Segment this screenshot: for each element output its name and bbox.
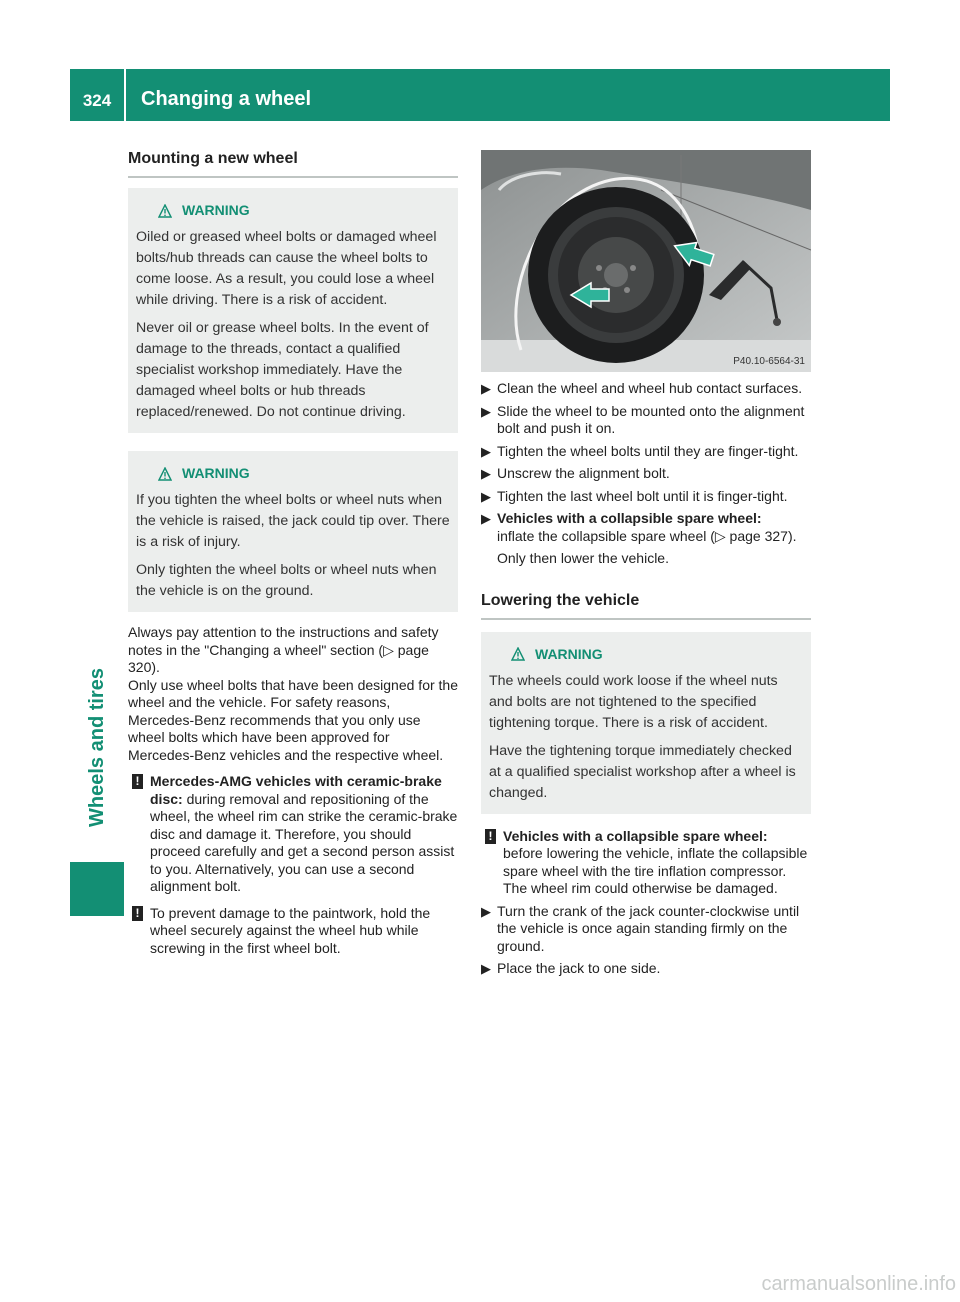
section-heading-mounting: Mounting a new wheel bbox=[128, 150, 458, 178]
wheel-mounting-photo bbox=[481, 150, 811, 372]
page-header bbox=[70, 69, 890, 121]
warning-box-tightening bbox=[481, 632, 811, 814]
warning-text: Never oil or grease wheel bolts. In the event of damage to the threads, contact a qualified specialist workshop immediately. Have the damaged wheel bolts or hub threads replaced/renewed. Do not continue driving. bbox=[136, 320, 429, 420]
step-text: Place the jack to one side. bbox=[497, 960, 661, 976]
note-bold: Mercedes-AMG vehicles with ceramic-brake disc: bbox=[150, 773, 442, 807]
note-text: before lowering the vehicle, inflate the collapsible spare wheel with the tire inflation compressor. The wheel rim could otherwise be damaged. bbox=[503, 845, 808, 896]
warning-header bbox=[511, 644, 803, 665]
step-bold: Vehicles with a collapsible spare wheel: bbox=[497, 510, 762, 526]
arrow-bullet-icon: ▶ bbox=[481, 488, 491, 504]
warning-triangle-icon bbox=[158, 467, 172, 481]
list-item-collapsible bbox=[481, 510, 811, 568]
left-column bbox=[128, 150, 458, 957]
note-text: during removal and repositioning of the wheel, the wheel rim can strike the ceramic-brake disc and damage it. Therefore, you should proceed carefully and get a second person assist to you. Alternatively, you can use a second alignment bolt. bbox=[150, 790, 458, 894]
arrow-bullet-icon: ▶ bbox=[481, 903, 491, 919]
chapter-side-label-text: Wheels and tires bbox=[85, 668, 108, 827]
warning-box-jack-tip bbox=[128, 451, 458, 612]
exclamation-icon: ! bbox=[132, 906, 143, 921]
paragraph-wheel-bolts: Only use wheel bolts that have been designed for the wheel and the vehicle. For safety reasons, Mercedes-Benz recommends that you only use wheel bolts which have been approved for Mercedes-Benz vehicles and the respective wheel. bbox=[128, 676, 458, 763]
list-item bbox=[481, 380, 811, 398]
step-list-lowering bbox=[481, 903, 811, 978]
warning-triangle-icon bbox=[511, 647, 525, 661]
warning-text: If you tighten the wheel bolts or wheel nuts when the vehicle is raised, the jack could tip over. There is a risk of injury. bbox=[136, 492, 450, 550]
arrow-bullet-icon: ▶ bbox=[481, 511, 491, 526]
step-text: inflate the collapsible spare wheel (▷ page 327). bbox=[497, 527, 797, 544]
warning-triangle-icon bbox=[158, 204, 172, 218]
step-body bbox=[497, 510, 811, 568]
warning-box-wheel-bolts bbox=[128, 188, 458, 433]
step-list-mounting bbox=[481, 380, 811, 568]
step-text: Slide the wheel to be mounted onto the alignment bolt and push it on. bbox=[497, 402, 805, 436]
step-text: Unscrew the alignment bolt. bbox=[497, 465, 670, 481]
note-body bbox=[150, 773, 458, 896]
arrow-bullet-icon: ▶ bbox=[481, 381, 491, 396]
list-item bbox=[481, 488, 811, 506]
warning-header bbox=[158, 200, 450, 221]
warning-text: Have the tightening torque immediately checked at a qualified specialist workshop after a wheel is changed. bbox=[489, 742, 796, 801]
section-heading-lowering: Lowering the vehicle bbox=[481, 592, 811, 620]
list-item bbox=[481, 443, 811, 461]
wheel-illustration bbox=[481, 150, 811, 372]
step-text: Tighten the last wheel bolt until it is finger-tight. bbox=[497, 487, 788, 504]
watermark: carmanualsonline.info bbox=[761, 1273, 956, 1295]
note-body bbox=[503, 828, 811, 898]
step-text: Only then lower the vehicle. bbox=[497, 550, 669, 566]
warning-label: WARNING bbox=[182, 465, 250, 481]
right-column bbox=[481, 150, 811, 978]
exclamation-icon: ! bbox=[485, 829, 496, 844]
list-item bbox=[481, 465, 811, 483]
note-collapsible-lowering bbox=[481, 828, 811, 898]
note-paintwork bbox=[128, 905, 458, 958]
warning-text: Only tighten the wheel bolts or wheel nuts when the vehicle is on the ground. bbox=[136, 562, 437, 599]
list-item bbox=[481, 403, 811, 438]
chapter-side-label bbox=[70, 640, 124, 855]
chapter-side-block bbox=[70, 862, 124, 916]
page-number: 324 bbox=[70, 69, 126, 121]
step-text: Tighten the wheel bolts until they are finger-tight. bbox=[497, 442, 799, 459]
body-text bbox=[128, 624, 458, 764]
arrow-bullet-icon: ▶ bbox=[481, 403, 491, 419]
arrow-bullet-icon: ▶ bbox=[481, 961, 491, 976]
list-item bbox=[481, 903, 811, 956]
warning-label: WARNING bbox=[182, 202, 250, 218]
arrow-bullet-icon: ▶ bbox=[481, 443, 491, 459]
warning-header bbox=[158, 463, 450, 484]
note-text: To prevent damage to the paintwork, hold the wheel securely against the wheel hub while screwing in the first wheel bolt. bbox=[150, 904, 431, 956]
paragraph-safety-notes: Always pay attention to the instructions and safety notes in the "Changing a wheel" section (▷ page 320). bbox=[128, 624, 439, 675]
exclamation-icon: ! bbox=[132, 774, 143, 789]
page-title: Changing a wheel bbox=[141, 88, 312, 110]
note-bold: Vehicles with a collapsible spare wheel: bbox=[503, 827, 768, 844]
warning-label: WARNING bbox=[535, 645, 603, 662]
step-text: Turn the crank of the jack counter-clockwise until the vehicle is once again standing firmly on the ground. bbox=[497, 902, 800, 954]
list-item bbox=[481, 960, 811, 978]
arrow-bullet-icon: ▶ bbox=[481, 466, 491, 481]
warning-text: Oiled or greased wheel bolts or damaged wheel bolts/hub threads can cause the wheel bolts to come loose. As a result, you could lose a wheel while driving. There is a risk of accident. bbox=[136, 229, 437, 308]
note-amg-ceramic bbox=[128, 773, 458, 896]
warning-text: The wheels could work loose if the wheel nuts and bolts are not tightened to the specified tightening torque. There is a risk of accident. bbox=[489, 672, 778, 731]
step-text: Clean the wheel and wheel hub contact surfaces. bbox=[497, 380, 803, 396]
photo-reference-code: P40.10-6564-31 bbox=[733, 356, 805, 367]
